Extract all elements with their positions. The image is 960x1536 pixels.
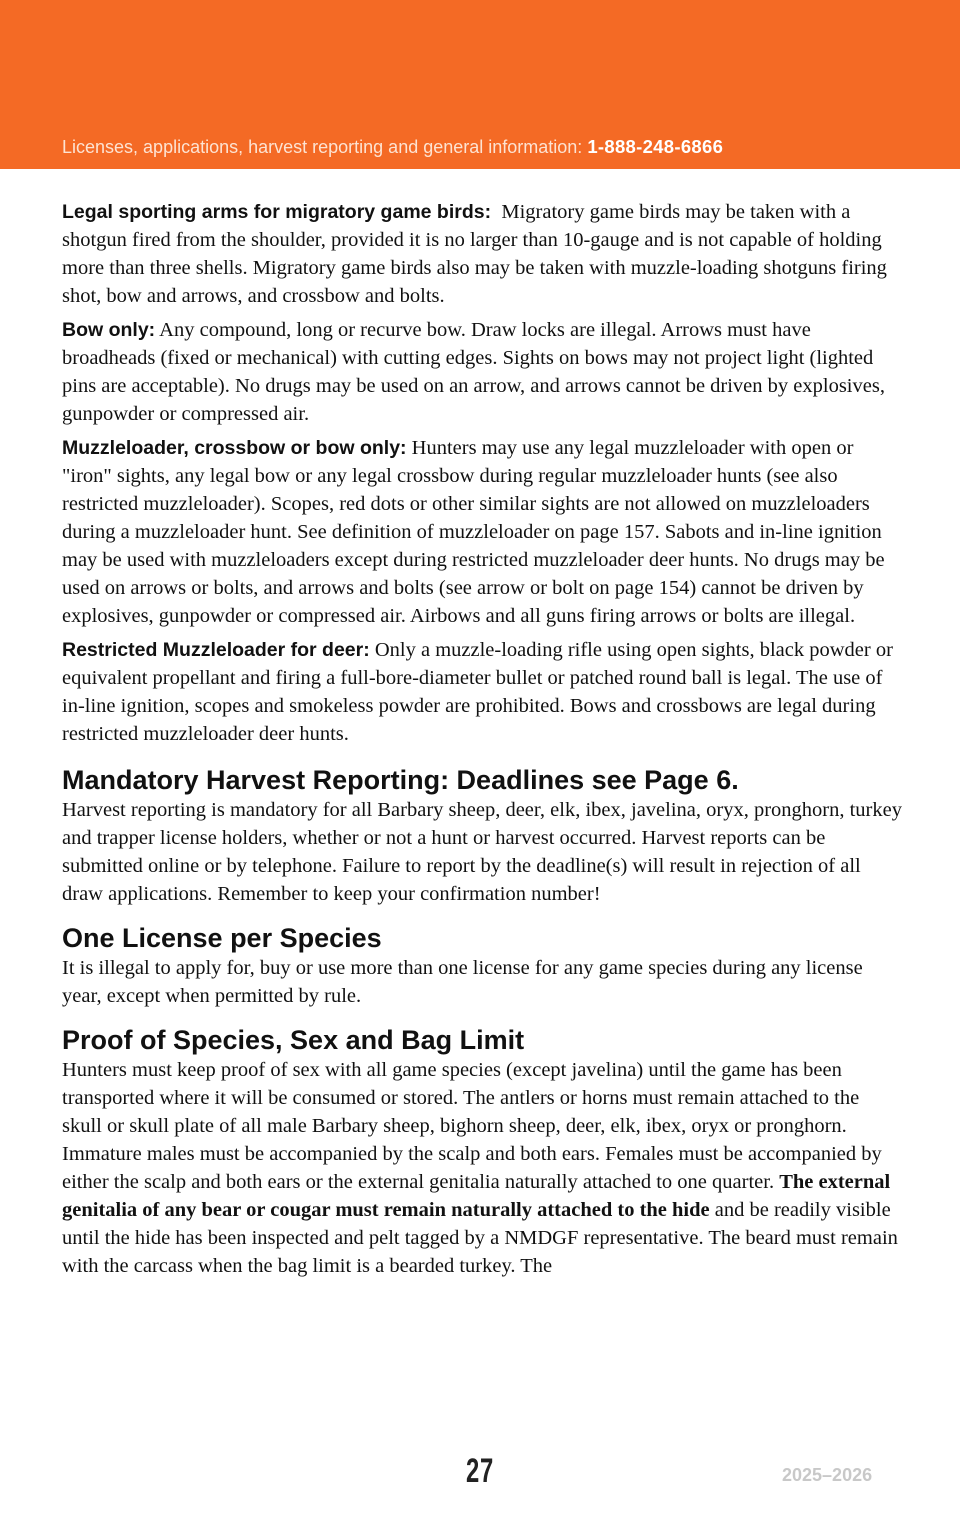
page-number: 27 <box>466 1452 494 1490</box>
section-title-proof-of-species: Proof of Species, Sex and Bag Limit <box>62 1025 525 1055</box>
proof-body-bold: The external genitalia of any bear or cougar must remain naturally attached to the hide <box>62 1171 891 1221</box>
paragraph-lead: Muzzleloader, crossbow or bow only: <box>62 437 407 459</box>
paragraph-lead: Restricted Muzzleloader for deer: <box>62 639 370 661</box>
footer-year: 2025–2026 <box>782 1465 873 1485</box>
paragraph-body: Any compound, long or recurve bow. Draw locks are illegal. Arrows must have broadheads (fixed or mechanical) with cutting edges. Sights on bows may not project light (lighted pins are acceptable). No drugs may be used on an arrow, and arrows cannot be driven by explosives, gunpowder or compressed air. <box>62 319 885 425</box>
header-banner <box>0 0 960 169</box>
section-body-harvest-reporting: Harvest reporting is mandatory for all Barbary sheep, deer, elk, ibex, javelina, oryx, pronghorn, turkey and trapper license holders, whether or not a hunt or harvest occurred. Harvest reports can be submitted online or by telephone. Failure to report by the deadline(s) will result in rejection of all draw applications. Remember to keep your confirmation number! <box>62 799 902 905</box>
paragraph-bow-only <box>62 316 902 428</box>
section-body-one-license: It is illegal to apply for, buy or use more than one license for any game species during any license year, except when permitted by rule. <box>62 957 863 1007</box>
header-info-text: Licenses, applications, harvest reporting and general information: <box>62 137 588 157</box>
paragraph-muzzleloader-crossbow-bow <box>62 434 902 630</box>
paragraph-restricted-muzzleloader <box>62 636 902 748</box>
paragraph-body: Hunters may use any legal muzzleloader with open or "iron" sights, any legal bow or any legal crossbow during regular muzzleloader hunts (see also restricted muzzleloader). Scopes, red dots or other similar sights are not allowed on muzzleloaders during a muzzleloader hunt. See definition of muzzleloader on page 157. Sabots and in-line ignition may be used with muzzleloaders except during restricted muzzleloader deer hunts. No drugs may be used on arrows or bolts, and arrows and bolts (see arrow or bolt on page 154) cannot be driven by explosives, gunpowder or compressed air. Airbows and all guns firing arrows or bolts are illegal. <box>62 437 885 627</box>
paragraph-lead: Legal sporting arms for migratory game birds: <box>62 201 492 223</box>
paragraph-body: Migratory game birds may be taken with a shotgun fired from the shoulder, provided it is no larger than 10-gauge and is not capable of holding more than three shells. Migratory game birds also may be taken with muzzle-loading shotguns firing shot, bow and arrows, and crossbow and bolts. <box>62 201 887 307</box>
paragraph-migratory-birds <box>62 198 902 310</box>
header-info-line <box>62 136 723 158</box>
section-title-harvest-reporting: Mandatory Harvest Reporting: Deadlines see Page 6. <box>62 765 739 795</box>
paragraph-body: Only a muzzle-loading rifle using open sights, black powder or equivalent propellant and firing a full-bore-diameter bullet or patched round ball is legal. The use of in-line ignition, scopes and smokeless powder are prohibited. Bows and crossbows are legal during restricted muzzleloader deer hunts. <box>62 639 893 745</box>
paragraph-lead: Bow only: <box>62 319 156 341</box>
proof-body-start: Hunters must keep proof of sex with all game species (except javelina) until the game has been transported where it will be consumed or stored. The antlers or horns must remain attached to the skull or skull plate of all male Barbary sheep, bighorn sheep, deer, elk, ibex, oryx or pronghorn. Immature males must be accompanied by the scalp and both ears. Females must be accompanied by either the scalp and both ears or the external genitalia naturally attached to one quarter. <box>62 1059 882 1193</box>
header-phone-number: 1-888-248-6866 <box>587 136 724 157</box>
page-content <box>62 198 902 1286</box>
section-title-one-license: One License per Species <box>62 923 382 953</box>
section-body-proof-of-species <box>62 1056 902 1280</box>
proof-body-end: and be readily visible until the hide has been inspected and pelt tagged by a NMDGF representative. The beard must remain with the carcass when the bag limit is a bearded turkey. The <box>62 1199 898 1277</box>
